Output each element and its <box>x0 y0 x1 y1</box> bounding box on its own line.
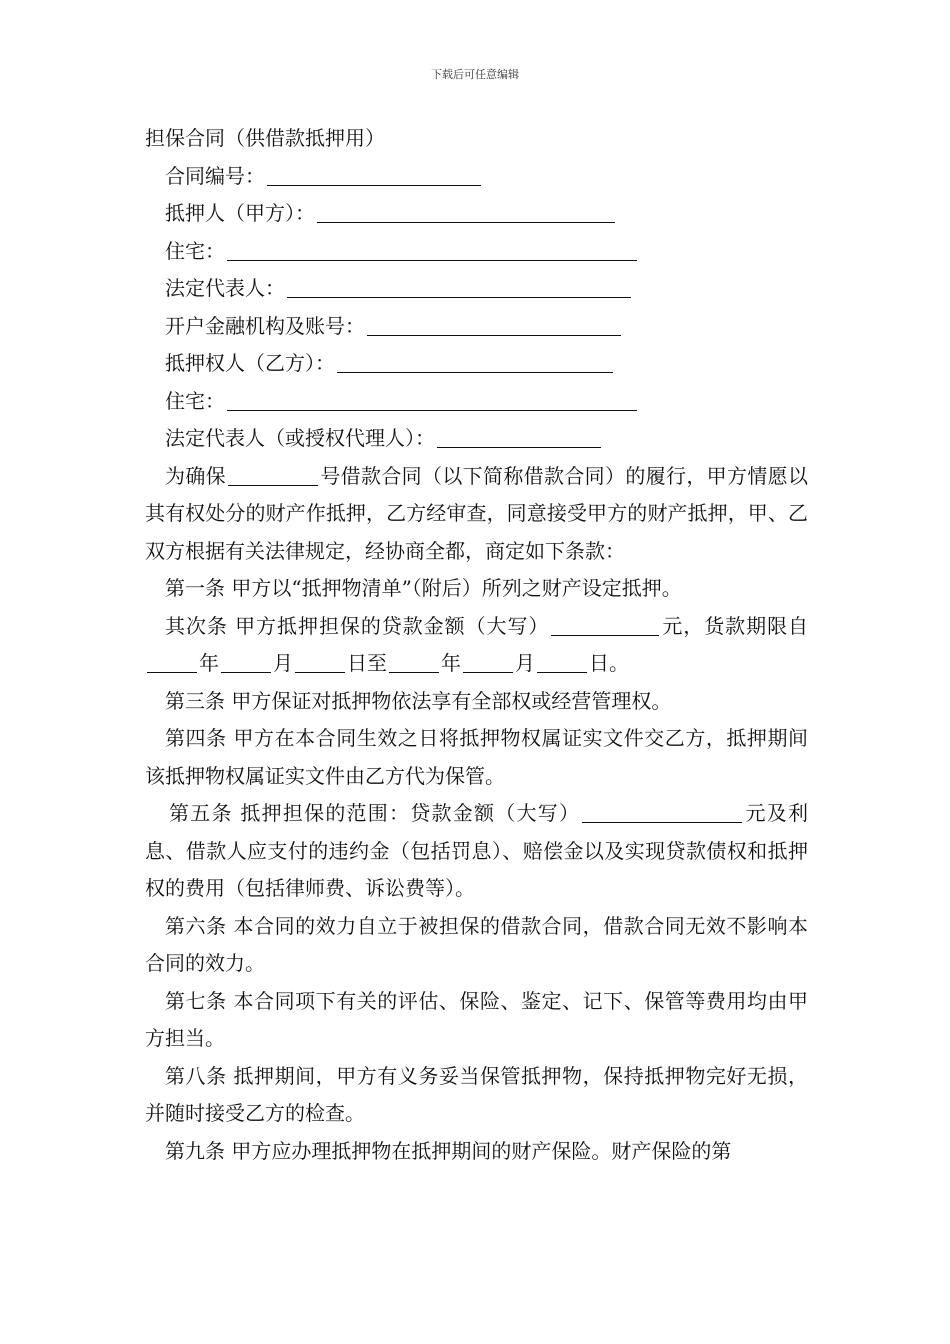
blank-line <box>537 650 587 673</box>
field-label: 合同编号： <box>165 163 265 188</box>
field-label: 住宅： <box>165 238 225 263</box>
article-text: 年 <box>199 651 219 675</box>
article-text: 月 <box>515 651 535 675</box>
article-2 <box>145 608 808 683</box>
contract-document <box>145 120 808 1170</box>
preamble-text: 为确保 <box>165 463 226 488</box>
field-label: 开户金融机构及账号： <box>165 313 365 338</box>
field-contract-no <box>145 158 808 196</box>
field-label: 抵押权人（乙方）： <box>165 351 335 375</box>
field-label: 住宅： <box>165 388 225 413</box>
article-text: 年 <box>441 651 461 675</box>
blank-line <box>267 163 481 186</box>
article-5 <box>145 795 808 908</box>
blank-line <box>228 463 318 486</box>
blank-line <box>295 650 345 673</box>
article-3: 第三条 甲方保证对抵押物依法享有全部权或经营管理权。 <box>165 688 672 713</box>
article-text: 月 <box>273 651 293 675</box>
page-header-note: 下载后可任意编辑 <box>431 68 519 81</box>
field-label: 抵押人（甲方）： <box>165 201 315 225</box>
blank-line <box>463 650 513 673</box>
field-label: 法定代表人： <box>165 276 285 300</box>
preamble <box>145 458 808 571</box>
article-4: 第四条 甲方在本合同生效之日将抵押物权属证实文件交乙方，抵押期间该抵押物权属证实文件由乙方代为保管。 <box>145 726 808 788</box>
article-text: 其次条 甲方抵押担保的贷款金额（大写） <box>165 613 550 638</box>
field-mortgagee <box>145 345 808 383</box>
blank-line <box>437 425 601 448</box>
article-text: 元及利息、借款人应支付的违约金（包括罚息）、赔偿金以及实现贷款债权和抵押权的费用（包括律师费、诉讼费等）。 <box>145 801 809 900</box>
blank-line <box>227 238 637 261</box>
article-text: 限自 <box>767 613 809 638</box>
blank-line <box>287 275 631 298</box>
blank-line <box>147 650 197 673</box>
blank-line <box>221 650 271 673</box>
article-7: 第七条 本合同项下有关的评估、保险、鉴定、记下、保管等费用均由甲方担当。 <box>145 988 808 1050</box>
blank-line <box>367 313 621 336</box>
field-legal-rep-b <box>145 420 808 458</box>
blank-line <box>317 200 615 223</box>
field-residence-b <box>145 383 808 421</box>
article-1: 第一条 甲方以“抵押物清单”（附后）所列之财产设定抵押。 <box>165 576 682 600</box>
article-9: 第九条 甲方应办理抵押物在抵押期间的财产保险。财产保险的第 <box>165 1138 732 1163</box>
field-label: 法定代表人（或授权代理人）： <box>165 426 435 450</box>
field-bank-account <box>145 308 808 346</box>
article-text: 第五条 抵押担保的范围：贷款金额（大写） <box>169 801 581 825</box>
article-text: 日。 <box>589 651 629 675</box>
contract-title: 担保合同（供借款抵押用） <box>145 126 385 150</box>
article-8: 第八条 抵押期间，甲方有义务妥当保管抵押物，保持抵押物完好无损，并随时接受乙方的检查。 <box>145 1063 808 1125</box>
blank-line <box>337 350 613 373</box>
preamble-text: 号借款合同（以下简称借款合同）的履行，甲方情愿以其有权处分的财产作抵押，乙方经审查，同意接受甲方的财产抵押，甲、乙双方根据有关法律规定，经协商全都，商定如下条款： <box>145 463 808 563</box>
field-legal-rep-a <box>145 270 808 308</box>
field-residence-a <box>145 233 808 271</box>
field-mortgagor <box>145 195 808 233</box>
blank-line <box>227 388 637 411</box>
blank-line <box>582 800 742 823</box>
article-text: 日至 <box>347 651 387 675</box>
article-text: 元，货款期 <box>661 613 768 638</box>
blank-line <box>551 613 659 636</box>
article-6: 第六条 本合同的效力自立于被担保的借款合同，借款合同无效不影响本合同的效力。 <box>145 913 808 975</box>
blank-line <box>389 650 439 673</box>
